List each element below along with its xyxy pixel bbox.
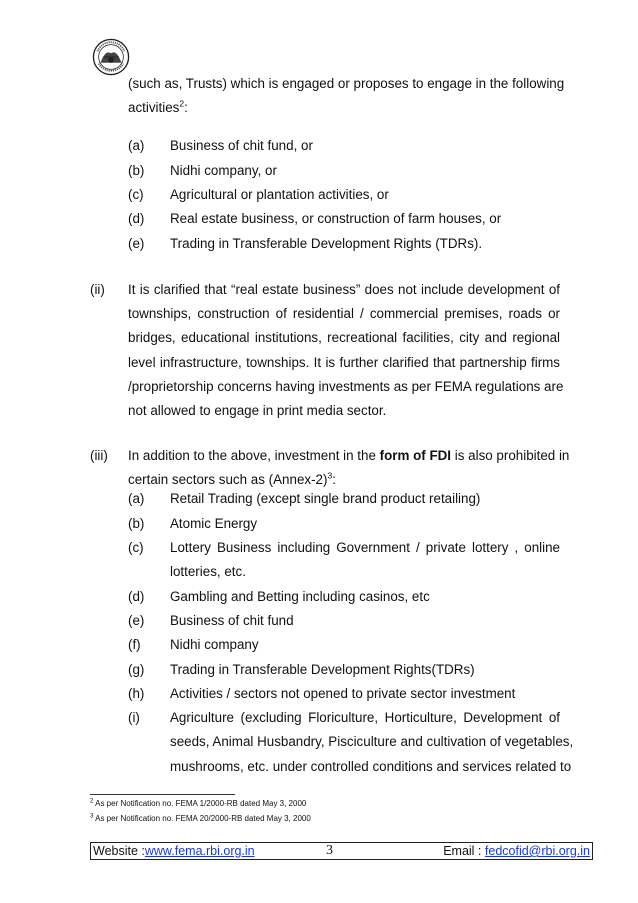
- list-a-label: (d): [128, 211, 145, 226]
- para-ii-line: townships, construction of residential / commercial premises, roads or: [128, 306, 560, 321]
- footer-email: Email : fedcofid@rbi.org.in: [443, 844, 590, 858]
- list-b-label: (i): [128, 710, 140, 725]
- list-b-item: Activities / sectors not opened to private sector investment: [170, 686, 516, 701]
- list-a-label: (c): [128, 187, 144, 202]
- list-b-label: (h): [128, 686, 145, 701]
- list-b-item: Nidhi company: [170, 637, 259, 652]
- list-b-label: (d): [128, 589, 145, 604]
- para-iii-line-2: certain sectors such as (Annex-2)$^3$:: [128, 470, 336, 487]
- rbi-seal-logo: [92, 38, 130, 76]
- footnote-ref-3[interactable]: 3: [327, 470, 333, 481]
- list-b-label: (c): [128, 540, 144, 555]
- list-b-item: Trading in Transferable Development Rights(TDRs): [170, 662, 475, 677]
- list-b-item: Agriculture (excluding Floriculture, Horticulture, Development of: [170, 710, 560, 725]
- list-b-item-cont: lotteries, etc.: [170, 564, 246, 579]
- page-footer: [90, 842, 593, 860]
- list-b-item: Business of chit fund: [170, 613, 294, 628]
- footnote-separator: [90, 794, 235, 795]
- list-a-label: (a): [128, 138, 145, 153]
- para-ii-number: (ii): [90, 282, 105, 297]
- list-a-item: Trading in Transferable Development Rights (TDRs).: [170, 236, 483, 251]
- list-a-item: Agricultural or plantation activities, or: [170, 187, 389, 202]
- list-b-item-cont: seeds, Animal Husbandry, Pisciculture and cultivation of vegetables,: [170, 734, 574, 749]
- footnote-2: $^2$ As per Notification no. FEMA 1/2000-RB dated May 3, 2000: [90, 798, 307, 808]
- para-iii-number: (iii): [90, 448, 108, 463]
- list-b-label: (f): [128, 637, 141, 652]
- list-b-label: (e): [128, 613, 145, 628]
- list-b-item: Atomic Energy: [170, 516, 258, 531]
- para-ii-line: level infrastructure, townships. It is further clarified that partnership firms: [128, 355, 560, 370]
- list-b-item: Gambling and Betting including casinos, etc: [170, 589, 430, 604]
- list-b-label: (a): [128, 491, 145, 506]
- list-b-label: (b): [128, 516, 145, 531]
- list-b-item: Lottery Business including Government / private lottery , online: [170, 540, 560, 555]
- footnote-3: $^3$ As per Notification no. FEMA 20/2000-RB dated May 3, 2000: [90, 813, 311, 823]
- emphasis-form-of-fdi: form of FDI: [379, 448, 452, 463]
- website-link[interactable]: www.fema.rbi.org.in: [144, 844, 255, 858]
- para-ii-line: bridges, educational institutions, recreational facilities, city and regional: [128, 330, 560, 345]
- list-a-item: Real estate business, or construction of farm houses, or: [170, 211, 502, 226]
- list-b-item-cont: mushrooms, etc. under controlled conditions and services related to: [170, 759, 572, 774]
- list-a-label: (b): [128, 163, 145, 178]
- list-a-label: (e): [128, 236, 145, 251]
- para-ii-line: /proprietorship concerns having investments as per FEMA regulations are: [128, 379, 564, 394]
- list-a-item: Nidhi company, or: [170, 163, 277, 178]
- list-a-item: Business of chit fund, or: [170, 138, 313, 153]
- footer-website: Website :www.fema.rbi.org.in: [93, 844, 255, 858]
- page-number: 3: [326, 843, 333, 858]
- para-ii-line: It is clarified that “real estate business” does not include development of: [128, 282, 560, 297]
- list-b-label: (g): [128, 662, 145, 677]
- para-iii-line-1: In addition to the above, investment in the form of FDI is also prohibited in: [128, 448, 570, 463]
- email-link[interactable]: fedcofid@rbi.org.in: [484, 844, 590, 858]
- intro-line-1: (such as, Trusts) which is engaged or proposes to engage in the following: [128, 76, 565, 91]
- intro-line-2: activities$^2$:: [128, 98, 188, 115]
- para-ii-line: not allowed to engage in print media sector.: [128, 403, 387, 418]
- footnote-ref-2[interactable]: 2: [179, 98, 185, 109]
- list-b-item: Retail Trading (except single brand product retailing): [170, 491, 481, 506]
